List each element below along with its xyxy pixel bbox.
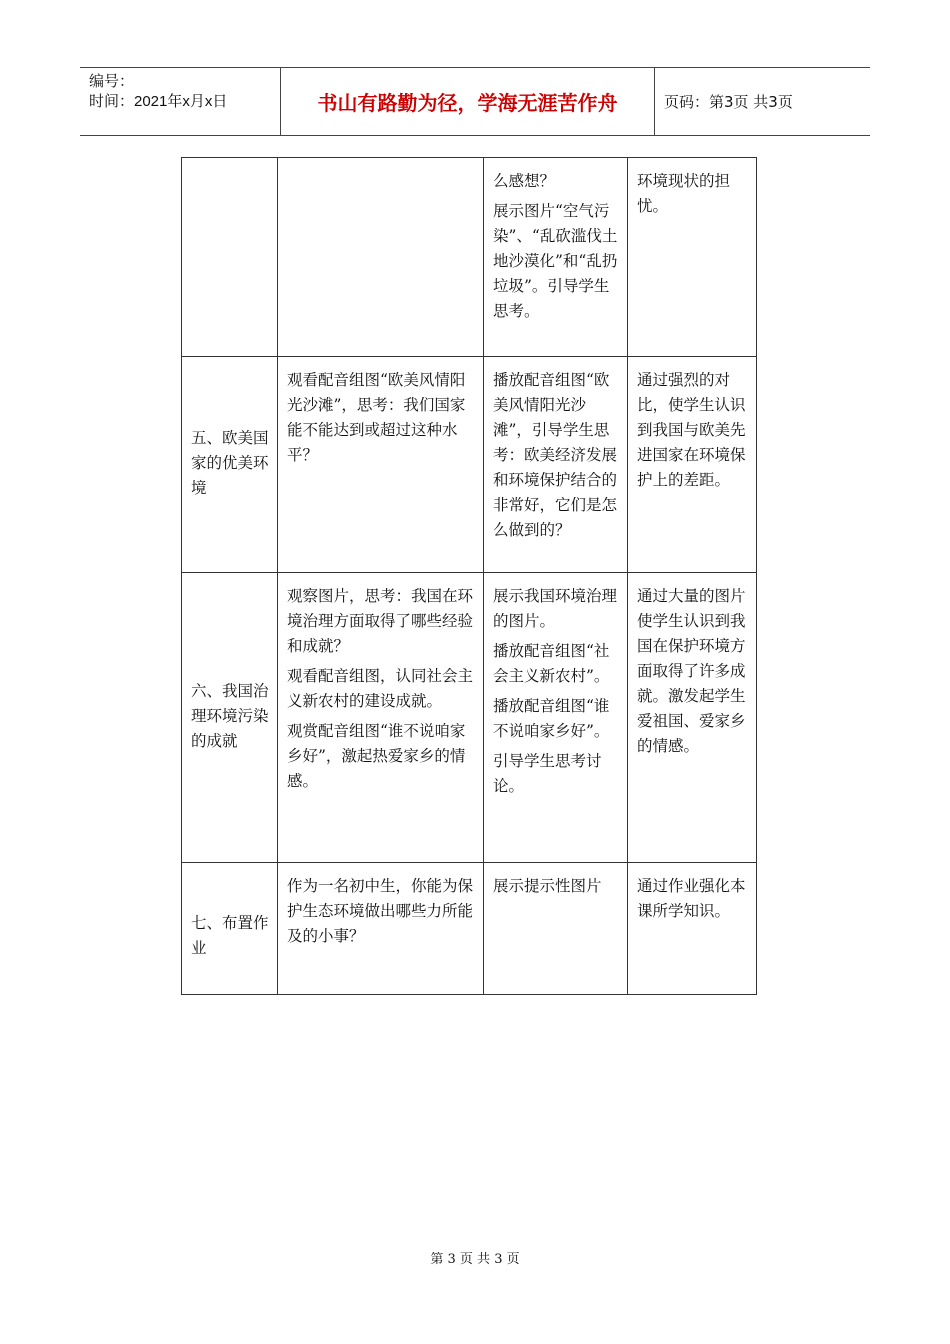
stage-text: 六、我国治理环境污染的成就 <box>191 682 269 750</box>
table-row <box>182 573 757 863</box>
design-intent-cell <box>628 158 757 357</box>
time-label: 时间：2021年x月x日 <box>89 93 228 110</box>
stage-cell <box>182 357 278 573</box>
header-page-info: 页码：第3页 共3页 <box>664 93 793 111</box>
student-text: 观看配音组图“欧美风情阳光沙滩”，思考：我们国家能不能达到或超过这种水平？ <box>287 371 466 464</box>
stage-text: 七、布置作业 <box>191 913 269 957</box>
teacher-activity-cell <box>484 158 628 357</box>
student-activity-cell <box>278 158 484 357</box>
number-label: 编号： <box>89 73 135 90</box>
lesson-plan-table <box>181 157 757 995</box>
intent-text: 通过大量的图片使学生认识到我国在保护环境方面取得了许多成就。激发起学生爱祖国、爱家乡的情感。 <box>637 587 746 755</box>
teacher-text: 播放配音组图“谁不说咱家乡好”。 <box>493 697 610 740</box>
design-intent-cell <box>628 357 757 573</box>
teacher-activity-cell <box>484 357 628 573</box>
table-row <box>182 357 757 573</box>
teacher-text: 引导学生思考讨论。 <box>493 752 602 795</box>
design-intent-cell <box>628 573 757 863</box>
stage-cell <box>182 863 278 995</box>
stage-cell <box>182 573 278 863</box>
teacher-text: 展示我国环境治理的图片。 <box>493 587 618 630</box>
design-intent-cell <box>628 863 757 995</box>
teacher-activity-cell <box>484 863 628 995</box>
intent-text: 通过作业强化本课所学知识。 <box>637 877 746 920</box>
teacher-text: 么感想？ <box>493 172 556 190</box>
student-text: 观察图片，思考：我国在环境治理方面取得了哪些经验和成就？ <box>287 587 474 655</box>
header-meta <box>80 68 281 135</box>
table-row <box>182 863 757 995</box>
teacher-text: 展示图片“空气污染”、“乱砍滥伐土地沙漠化”和“乱扔垃圾”。引导学生思考。 <box>493 202 618 320</box>
teacher-activity-cell <box>484 573 628 863</box>
student-text: 观看配音组图，认同社会主义新农村的建设成就。 <box>287 667 474 710</box>
student-activity-cell <box>278 357 484 573</box>
student-activity-cell <box>278 863 484 995</box>
teacher-text: 展示提示性图片 <box>493 877 602 895</box>
page-header <box>80 67 870 136</box>
student-activity-cell <box>278 573 484 863</box>
teacher-text: 播放配音组图“社会主义新农村”。 <box>493 642 610 685</box>
page-footer: 第 3 页 共 3 页 <box>430 1252 520 1267</box>
stage-text: 五、欧美国家的优美环境 <box>191 429 269 497</box>
student-text: 作为一名初中生，你能为保护生态环境做出哪些力所能及的小事？ <box>287 877 474 945</box>
table-row <box>182 158 757 357</box>
student-text: 观赏配音组图“谁不说咱家乡好”，激起热爱家乡的情感。 <box>287 722 466 790</box>
stage-cell <box>182 158 278 357</box>
header-motto: 书山有路勤为径，学海无涯苦作舟 <box>281 68 655 135</box>
teacher-text: 播放配音组图“欧美风情阳光沙滩”，引导学生思考：欧美经济发展和环境保护结合的非常好，它们是怎么做到的？ <box>493 371 618 539</box>
intent-text: 环境现状的担忧。 <box>637 172 731 215</box>
intent-text: 通过强烈的对比，使学生认识到我国与欧美先进国家在环境保护上的差距。 <box>637 371 746 489</box>
